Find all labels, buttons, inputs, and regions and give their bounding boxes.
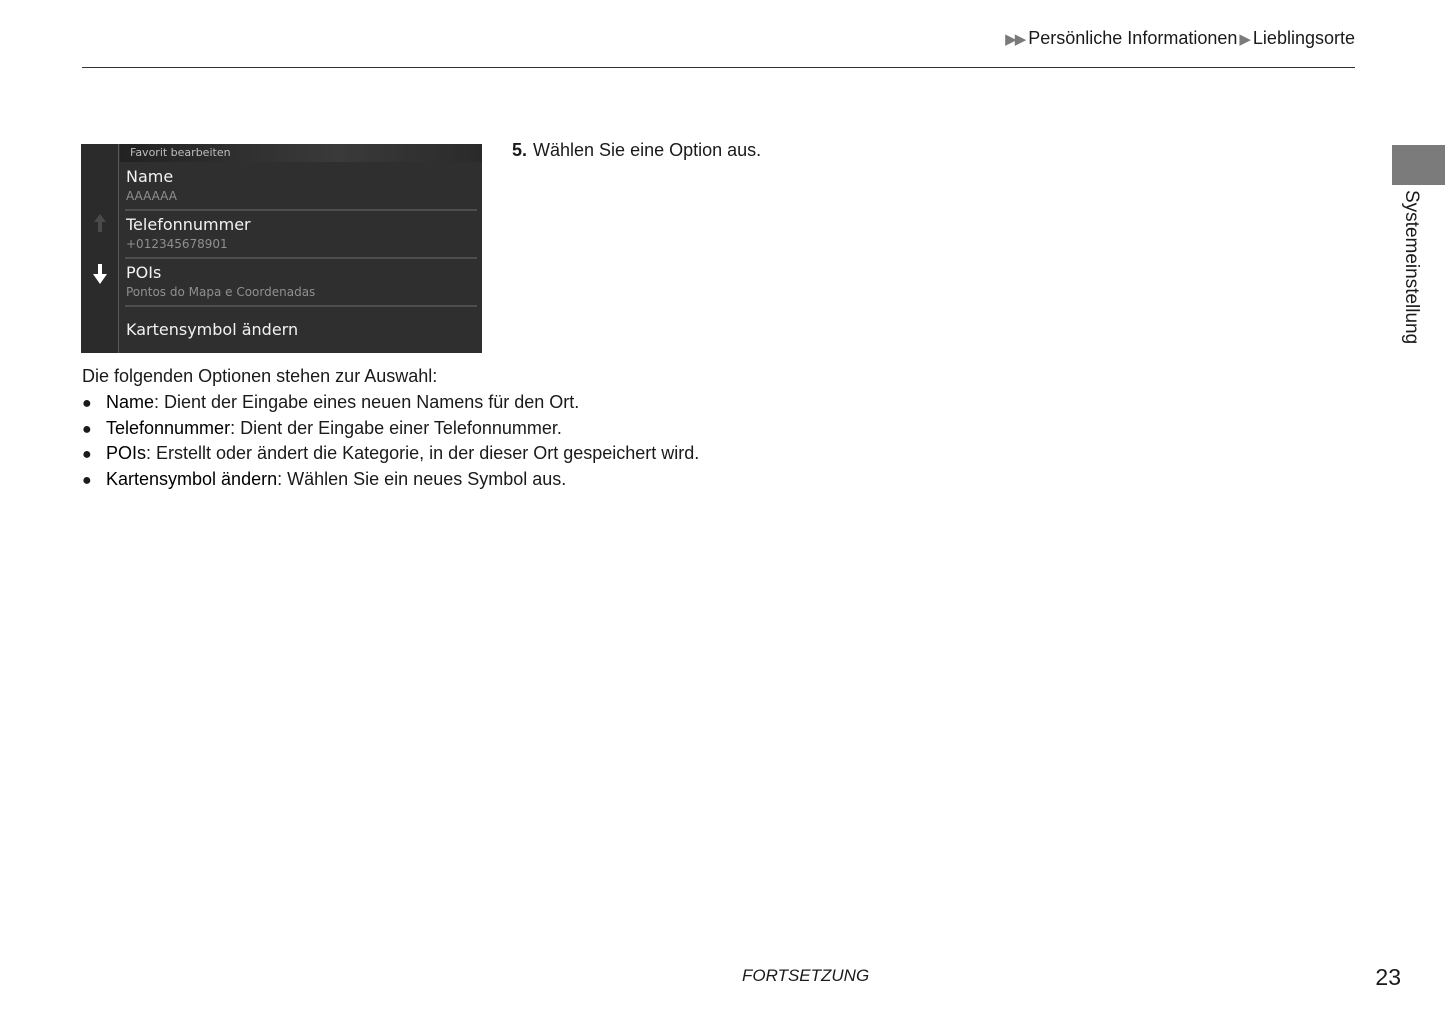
triangle-icon: ▶ bbox=[1239, 30, 1251, 48]
bullet-icon: ● bbox=[82, 471, 92, 489]
list-item bbox=[82, 391, 699, 417]
option-description: : Dient der Eingabe eines neuen Namens für den Ort. bbox=[154, 392, 580, 412]
scroll-rail bbox=[81, 144, 119, 353]
menu-item-label: POIs bbox=[126, 263, 162, 282]
arrow-up-icon bbox=[94, 214, 106, 232]
breadcrumb bbox=[1005, 28, 1355, 49]
option-term: Name bbox=[106, 392, 155, 412]
menu-item-telefonnummer[interactable] bbox=[120, 210, 482, 258]
arrow-down-icon bbox=[93, 264, 107, 284]
option-term: POIs bbox=[106, 443, 147, 463]
option-description: : Dient der Eingabe einer Telefonnummer. bbox=[230, 417, 562, 438]
menu-item-pois[interactable] bbox=[120, 258, 482, 306]
list-item bbox=[82, 417, 699, 443]
step-text: Wählen Sie eine Option aus. bbox=[533, 140, 762, 160]
double-triangle-icon: ▶▶ bbox=[1005, 30, 1025, 48]
breadcrumb-section: Persönliche Informationen bbox=[1028, 28, 1238, 48]
option-description: : Erstellt oder ändert die Kategorie, in der dieser Ort gespeichert wird. bbox=[146, 443, 700, 463]
options-list bbox=[82, 391, 699, 493]
page-number: 23 bbox=[1375, 964, 1401, 990]
bullet-icon: ● bbox=[82, 446, 92, 463]
list-item bbox=[82, 442, 699, 468]
menu-item-kartensymbol[interactable] bbox=[120, 306, 482, 353]
menu-item-value: Pontos do Mapa e Coordenadas bbox=[126, 285, 316, 299]
options-intro: Die folgenden Optionen stehen zur Auswahl: bbox=[82, 366, 438, 386]
device-screen-image bbox=[81, 144, 482, 353]
menu-item-name[interactable] bbox=[120, 162, 482, 210]
menu-item-label: Name bbox=[126, 167, 174, 186]
bullet-icon: ● bbox=[82, 395, 92, 412]
continuation-label: FORTSETZUNG bbox=[742, 966, 870, 985]
option-term: Telefonnummer bbox=[106, 417, 231, 438]
list-item bbox=[82, 468, 699, 494]
option-description: : Wählen Sie ein neues Symbol aus. bbox=[277, 468, 567, 489]
chapter-tab-marker bbox=[1392, 145, 1445, 185]
screen-title: Favorit bearbeiten bbox=[130, 146, 231, 159]
menu-item-label: Kartensymbol ändern bbox=[126, 320, 299, 339]
breadcrumb-subsection: Lieblingsorte bbox=[1252, 28, 1355, 48]
chapter-tab-label: Systemeinstellung bbox=[1401, 190, 1422, 345]
menu-item-value: +012345678901 bbox=[126, 237, 228, 251]
step-instruction bbox=[512, 140, 761, 161]
option-term: Kartensymbol ändern bbox=[106, 468, 278, 489]
header-divider bbox=[82, 67, 1355, 68]
step-number: 5. bbox=[512, 140, 528, 160]
menu-item-value: AAAAAA bbox=[126, 189, 177, 203]
bullet-icon: ● bbox=[82, 420, 92, 438]
menu-item-label: Telefonnummer bbox=[126, 215, 251, 234]
